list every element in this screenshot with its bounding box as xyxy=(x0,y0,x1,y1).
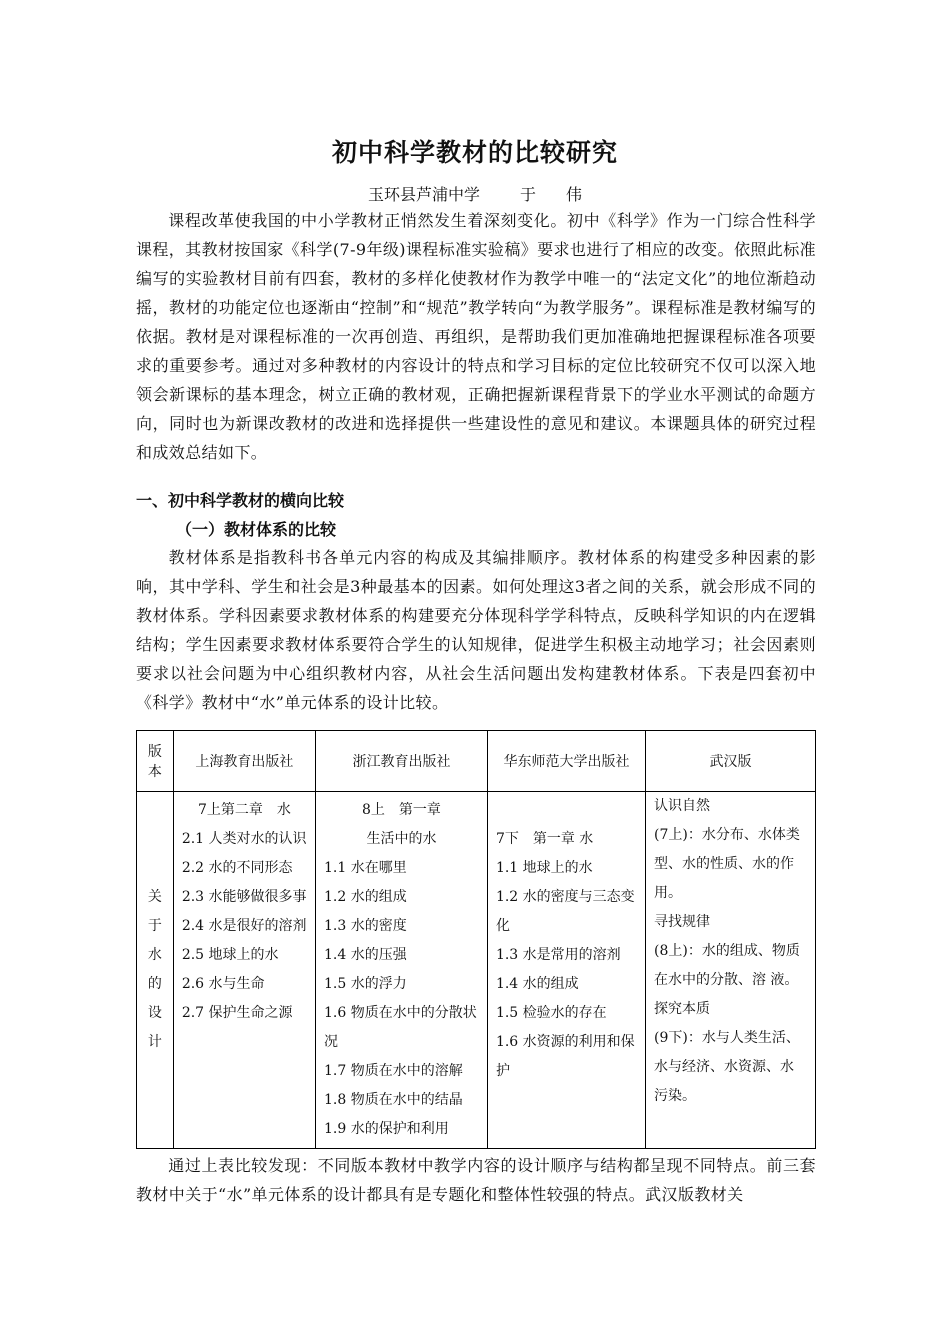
list-item: 1.9 水的保护和利用 xyxy=(324,1121,449,1137)
system-paragraph-text: 教材体系是指教科书各单元内容的构成及其编排顺序。教材体系的构建受多种因素的影响，其中学科、学生和社会是3种最基本的因素。如何处理这3者之间的关系，就会形成不同的教材体系。学科因素要求教材体系的构建要充分体现科学学科特点，反映科学知识的内在逻辑结构；学生因素要求教材体系要符合学生的认知规律，促进学生积极主动地学习；社会因素则要求以社会问题为中心组织教材内容，从社会生活问题出发构建教材体系。下表是四套初中《科学》教材中“水”单元体系的设计比较。 xyxy=(136,548,816,712)
row-label-char: 的 xyxy=(147,976,162,992)
list-item: 1.8 物质在水中的结晶 xyxy=(324,1092,463,1108)
row-label-char: 水 xyxy=(147,947,162,963)
list-item: (7上)：水分布、水体类型、水的性质、水的作用。 xyxy=(653,827,800,901)
list-item: 2.6 水与生命 xyxy=(181,976,265,992)
list-item: (8上)：水的组成、物质在水中的分散、溶 液。 xyxy=(653,943,800,988)
header-huadong: 华东师范大学出版社 xyxy=(487,731,645,792)
row-label-char: 于 xyxy=(147,918,162,934)
table-row xyxy=(137,792,816,1149)
author-name-first: 于 xyxy=(519,185,536,204)
intro-paragraph xyxy=(136,206,816,467)
author-line xyxy=(0,182,950,205)
list-item: 1.6 物质在水中的分散状况 xyxy=(324,1005,477,1050)
table-header-row xyxy=(137,731,816,792)
header-version xyxy=(137,731,174,792)
findings-paragraph xyxy=(136,1151,816,1209)
list-item: 认识自然 xyxy=(653,798,710,814)
list-item: 探究本质 xyxy=(653,1001,710,1017)
shanghai-cell xyxy=(173,792,315,1149)
row-label xyxy=(137,792,174,1149)
list-item: 2.3 水能够做很多事 xyxy=(181,889,307,905)
comparison-table xyxy=(136,730,816,1149)
list-item: (9下)：水与人类生活、水与经济、水资源、水污染。 xyxy=(653,1030,800,1104)
list-item: 2.5 地球上的水 xyxy=(181,947,279,963)
list-item: 1.4 水的组成 xyxy=(495,976,579,992)
header-wuhan: 武汉版 xyxy=(645,731,815,792)
list-item: 1.2 水的组成 xyxy=(324,889,407,905)
findings-paragraph-text: 通过上表比较发现：不同版本教材中教学内容的设计顺序与结构都呈现不同特点。前三套教材中关于“水”单元体系的设计都具有是专题化和整体性较强的特点。武汉版教材关 xyxy=(136,1156,816,1204)
subsection-heading-1: （一）教材体系的比较 xyxy=(176,520,337,539)
list-item: 1.4 水的压强 xyxy=(324,947,407,963)
list-item: 1.1 地球上的水 xyxy=(495,860,593,876)
list-item: 2.1 人类对水的认识 xyxy=(181,831,307,847)
author-school: 玉环县芦浦中学 xyxy=(367,185,480,204)
wuhan-cell xyxy=(645,792,815,1149)
list-item: 1.3 水是常用的溶剂 xyxy=(495,947,621,963)
list-item: 寻找规律 xyxy=(653,914,710,930)
list-item: 1.6 水资源的利用和保护 xyxy=(495,1034,635,1079)
zhejiang-cell xyxy=(316,792,488,1149)
list-item: 1.2 水的密度与三态变化 xyxy=(495,889,635,934)
list-item: 2.2 水的不同形态 xyxy=(181,860,293,876)
section-heading-1: 一、初中科学教材的横向比较 xyxy=(136,491,345,510)
list-item: 1.7 物质在水中的溶解 xyxy=(324,1063,463,1079)
header-shanghai: 上海教育出版社 xyxy=(173,731,315,792)
header-version-char-1: 版 xyxy=(147,744,162,760)
list-item: 7上第二章 水 xyxy=(197,802,291,818)
row-label-char: 设 xyxy=(147,1005,162,1021)
intro-text: 课程改革使我国的中小学教材正悄然发生着深刻变化。初中《科学》作为一门综合性科学课程，其教材按国家《科学(7-9年级)课程标准实验稿》要求也进行了相应的改变。依照此标准编写的实验教材目前有四套，教材的多样化使教材作为教学中唯一的“法定文化”的地位渐趋动摇，教材的功能定位也逐渐由“控制”和“规范”教学转向“为教学服务”。课程标准是教材编写的依据。教材是对课程标准的一次再创造、再组织，是帮助我们更加准确地把握课程标准各项要求的重要参考。通过对多种教材的内容设计的特点和学习目标的定位比较研究不仅可以深入地领会新课标的基本理念，树立正确的教材观，正确把握新课程背景下的学业水平测试的命题方向，同时也为新课改教材的改进和选择提供一些建设性的意见和建议。本课题具体的研究过程和成效总结如下。 xyxy=(136,211,816,462)
list-item: 生活中的水 xyxy=(366,831,437,847)
list-item: 2.4 水是很好的溶剂 xyxy=(181,918,307,934)
row-label-char: 关 xyxy=(147,889,162,905)
list-item: 1.5 检验水的存在 xyxy=(495,1005,607,1021)
list-item: 1.5 水的浮力 xyxy=(324,976,407,992)
header-version-char-2: 本 xyxy=(147,764,162,780)
list-item: 8上 第一章 xyxy=(362,802,441,818)
header-zhejiang: 浙江教育出版社 xyxy=(316,731,488,792)
row-label-char: 计 xyxy=(147,1034,162,1050)
huadong-cell xyxy=(487,792,645,1149)
list-item: 1.1 水在哪里 xyxy=(324,860,407,876)
list-item: 2.7 保护生命之源 xyxy=(181,1005,293,1021)
list-item: 1.3 水的密度 xyxy=(324,918,407,934)
system-paragraph xyxy=(136,543,816,717)
author-name-second: 伟 xyxy=(566,185,583,204)
list-item: 7下 第一章 水 xyxy=(495,831,594,847)
document-title: 初中科学教材的比较研究 xyxy=(331,138,618,167)
